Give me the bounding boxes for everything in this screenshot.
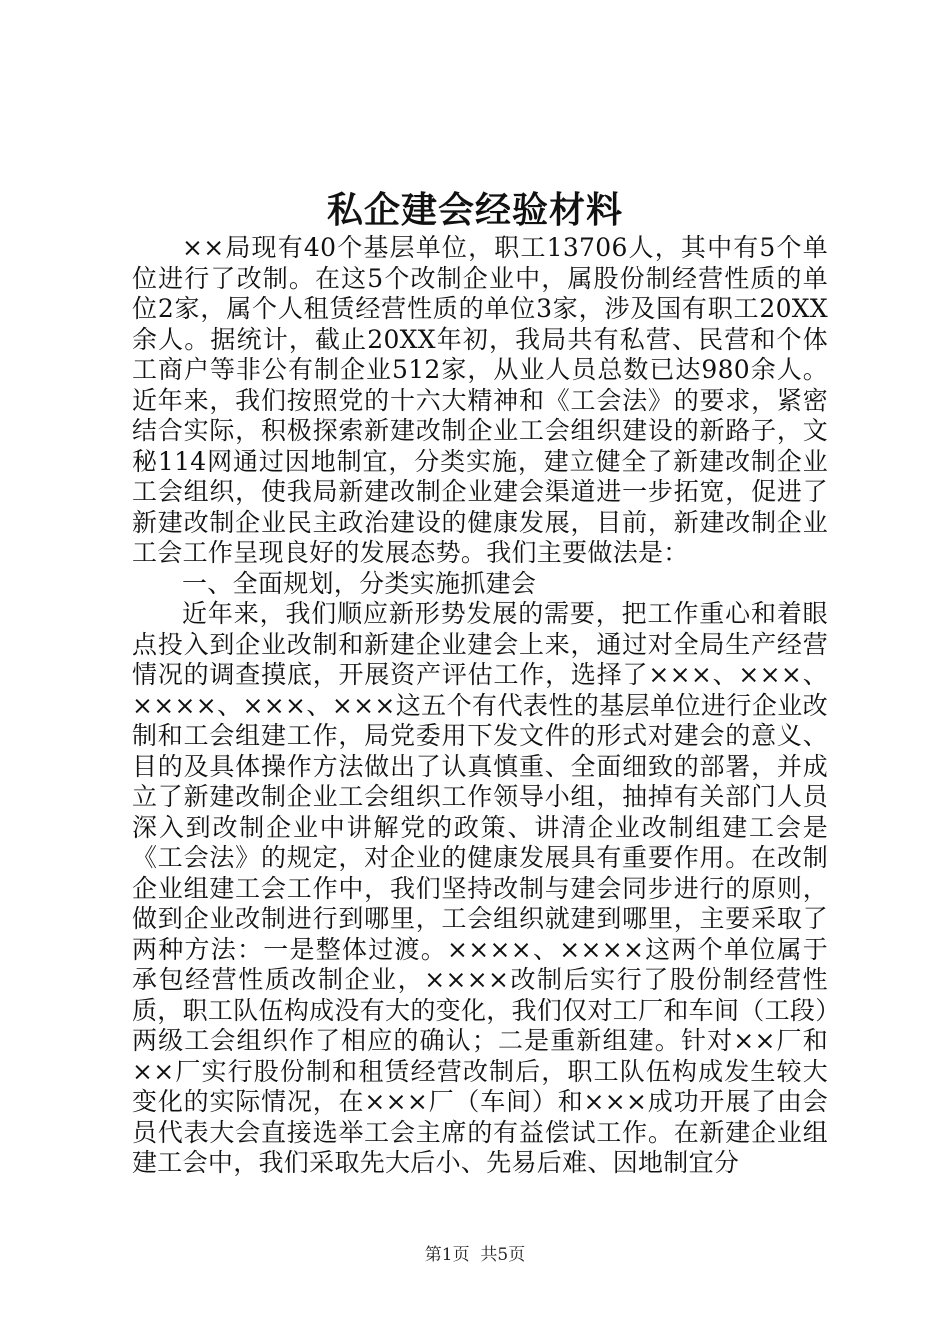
section-heading-1: 一、全面规划，分类实施抓建会 bbox=[182, 568, 537, 598]
page-number-total: 共5页 bbox=[480, 1245, 526, 1265]
page-number-current: 第1页 bbox=[424, 1245, 470, 1265]
paragraph-section-1: 近年来，我们顺应新形势发展的需要，把工作重心和着眼点投入到企业改制和新建企业建会上来，通过对全局生产经营情况的调查摸底，开展资产评估工作，选择了×××、×××、××××、×××、×××这五个有代表性的基层单位进行企业改制和工会组建工作，局党委用下发文件的形式对建会的意义、目的及具体操作方法做出了认真慎重、全面细致的部署，并成立了新建改制企业工会组织工作领导小组，抽掉有关部门人员深入到改制企业中讲解党的政策、讲清企业改制组建工会是《工会法》的规定，对企业的健康发展具有重要作用。在改制企业组建工会工作中，我们坚持改制与建会同步进行的原则，做到企业改制进行到哪里，工会组织就建到哪里，主要采取了两种方法：一是整体过渡。××××、××××这两个单位属于承包经营性质改制企业，××××改制后实行了股份制经营性质，职工队伍构成没有大的变化，我们仅对工厂和车间（工段）两级工会组织作了相应的确认；二是重新组建。针对××厂和××厂实行股份制和租赁经营改制后，职工队伍构成发生较大变化的实际情况，在×××厂（车间）和×××成功开展了由会员代表大会直接选举工会主席的有益偿试工作。在新建企业组建工会中，我们采取先大后小、先易后难、因地制宜分 bbox=[132, 599, 828, 1177]
paragraph-intro: ××局现有40个基层单位，职工13706人，其中有5个单位进行了改制。在这5个改制企业中，属股份制经营性质的单位2家，属个人租赁经营性质的单位3家，涉及国有职工20XX余人。据统计，截止20XX年初，我局共有私营、民营和个体工商户等非公有制企业512家，从业人员总数已达980余人。近年来，我们按照党的十六大精神和《工会法》的要求，紧密结合实际，积极探索新建改制企业工会组织建设的新路子，文秘114网通过因地制宜，分类实施，建立健全了新建改制企业工会组织，使我局新建改制企业建会渠道进一步拓宽，促进了新建改制企业民主政治建设的健康发展，目前，新建改制企业工会工作呈现良好的发展态势。我们主要做法是： bbox=[132, 233, 828, 567]
document-title: 私企建会经验材料 bbox=[326, 189, 623, 231]
document-body bbox=[132, 233, 828, 1179]
page-footer bbox=[0, 1244, 950, 1266]
